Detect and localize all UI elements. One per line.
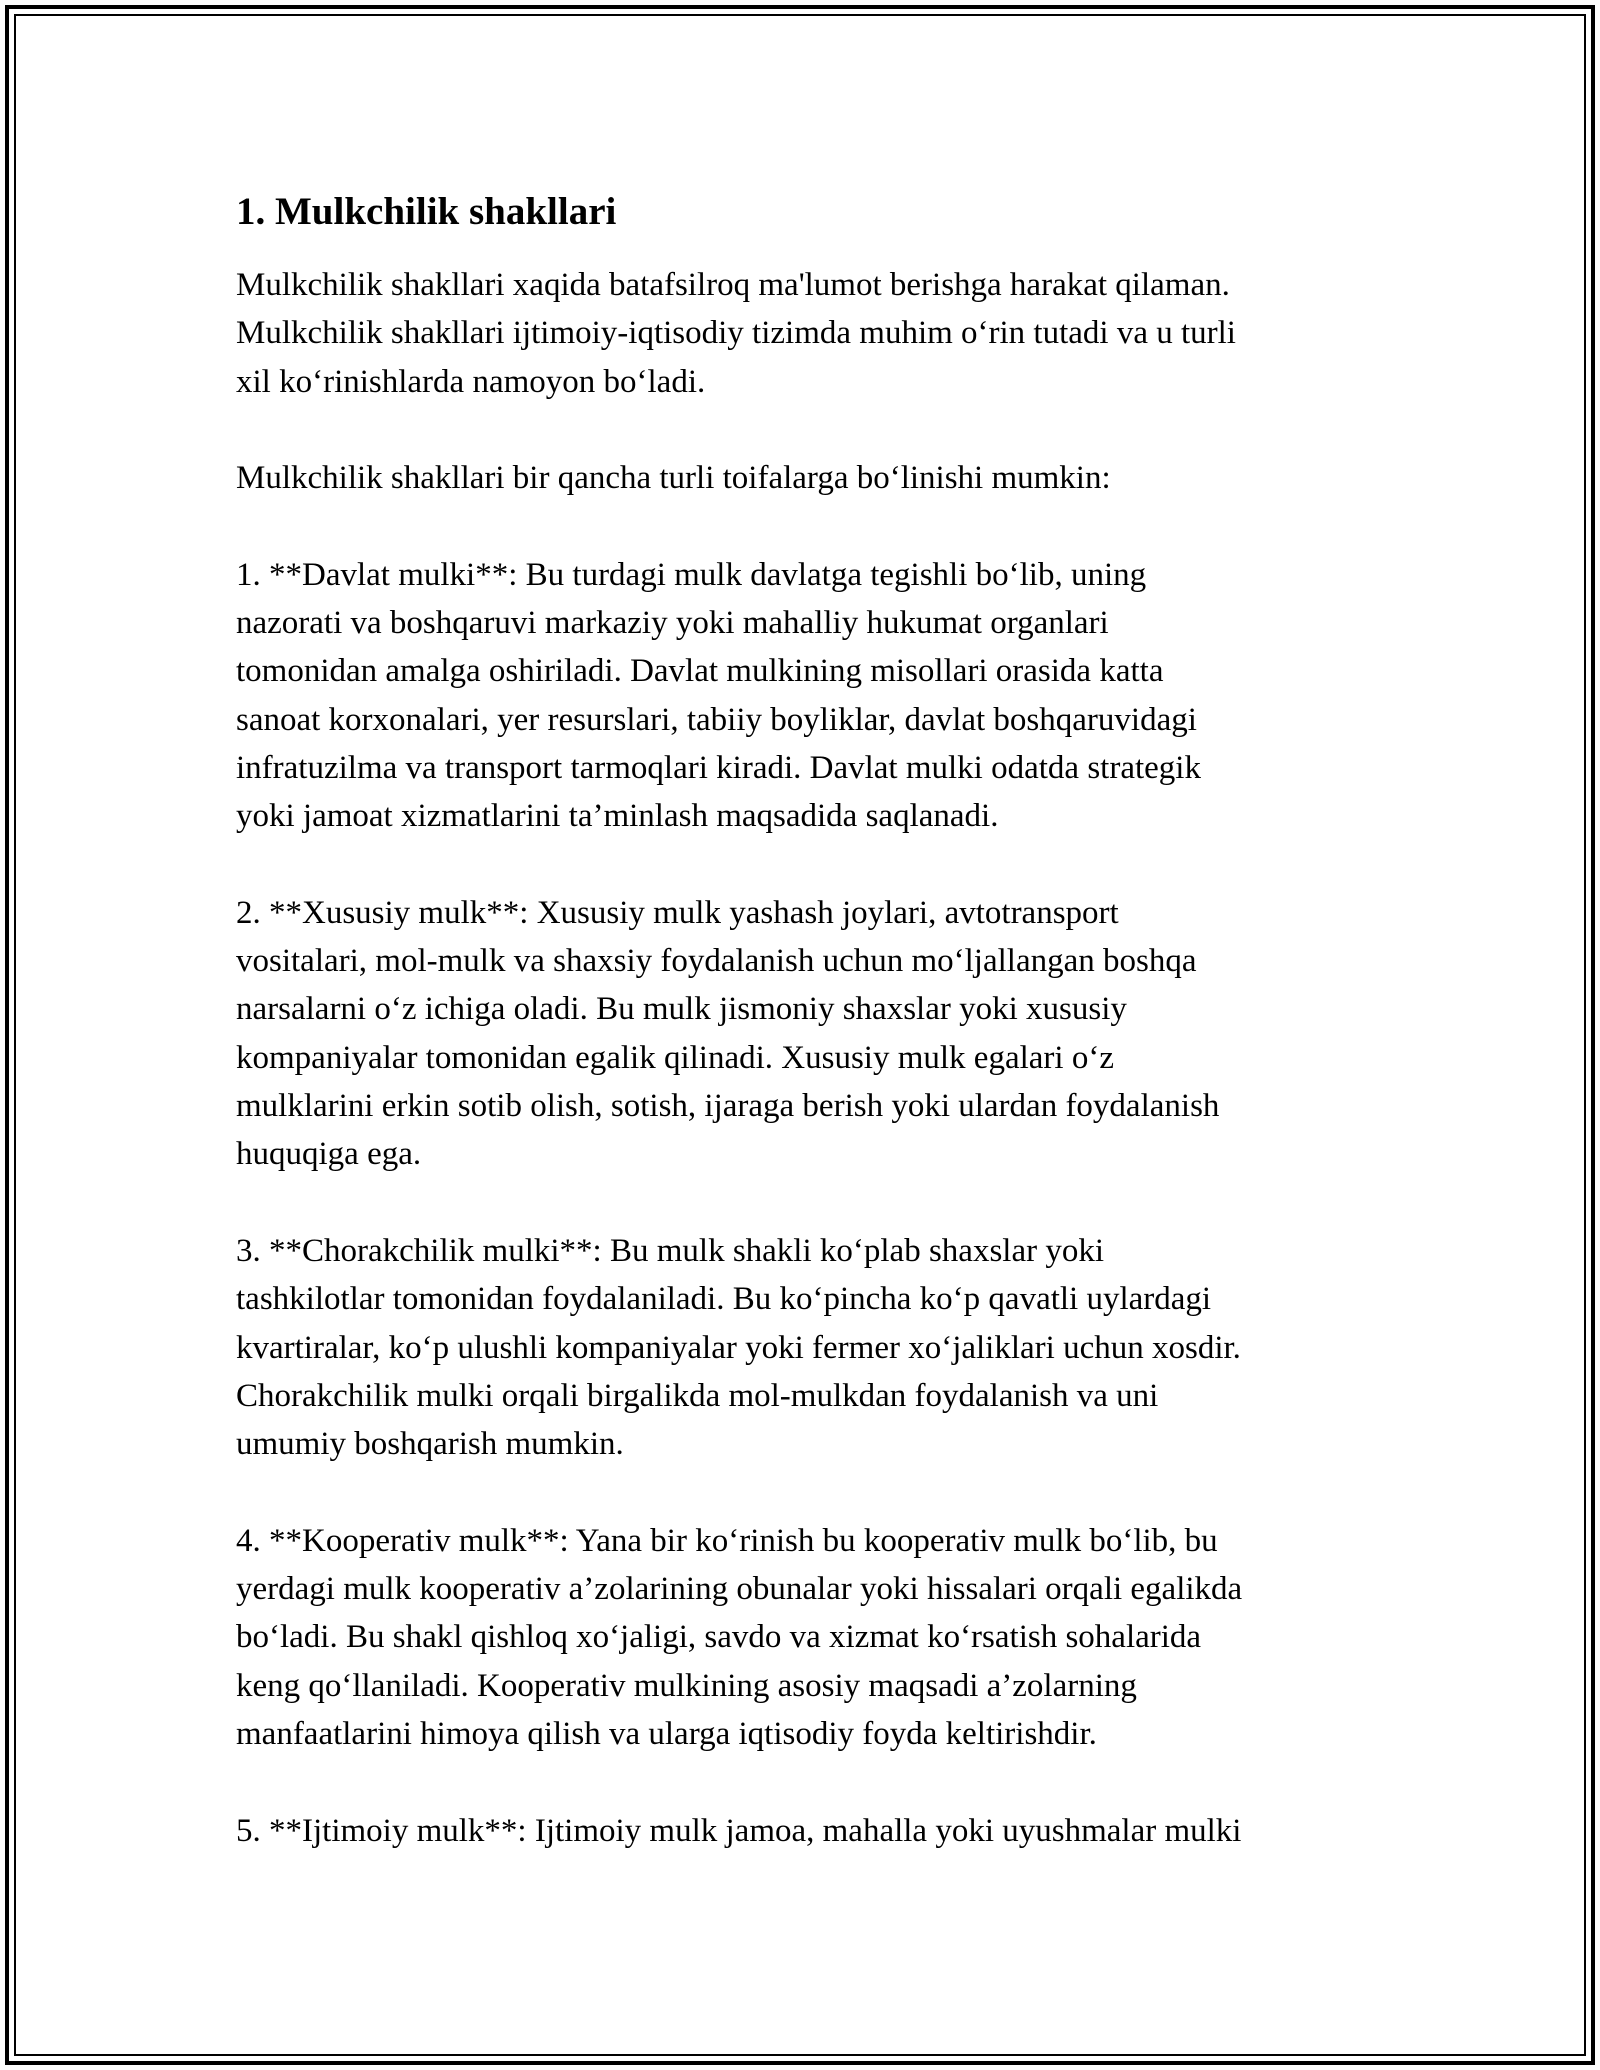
section-heading: 1. Mulkchilik shakllari [236, 190, 617, 233]
document-body [236, 261, 1366, 1855]
list-item-shared-property: 3. **Chorakchilik mulki**: Bu mulk shakli koʻplab shaxslar yoki tashkilotlar tomonidan foydalaniladi. Bu koʻpincha koʻp qavatli uylardagi kvartiralar, koʻp ulushli kompaniyalar yoki fermer xoʻjaliklari uchun xosdir. Chorakchilik mulki orqali birgalikda mol-mulkdan foydalanish va uni umumiy boshqarish mumkin. [236, 1232, 1241, 1463]
categories-intro-paragraph: Mulkchilik shakllari bir qancha turli toifalarga boʻlinishi mumkin: [236, 460, 1111, 497]
list-item-private-property: 2. **Xususiy mulk**: Xususiy mulk yashash joylari, avtotransport vositalari, mol-mulk va shaxsiy foydalanish uchun moʻljallangan boshqa narsalarni oʻz ichiga oladi. Bu mulk jismoniy shaxslar yoki xususiy kompaniyalar tomonidan egalik qilinadi. Xususiy mulk egalari oʻz mulklarini erkin sotib olish, sotish, ijaraga berish yoki ulardan foydalanish huquqiga ega. [236, 894, 1220, 1173]
list-item-state-property: 1. **Davlat mulki**: Bu turdagi mulk davlatga tegishli boʻlib, uning nazorati va boshqaruvi markaziy yoki mahalliy hukumat organlari tomonidan amalga oshiriladi. Davlat mulkining misollari orasida katta sanoat korxonalari, yer resurslari, tabiiy boyliklar, davlat boshqaruvidagi infratuzilma va transport tarmoqlari kiradi. Davlat mulki odatda strategik yoki jamoat xizmatlarini ta’minlash maqsadida saqlanadi. [236, 556, 1201, 835]
list-item-cooperative-property: 4. **Kooperativ mulk**: Yana bir koʻrinish bu kooperativ mulk boʻlib, bu yerdagi mulk kooperativ a’zolarining obunalar yoki hissalari orqali egalikda boʻladi. Bu shakl qishloq xoʻjaligi, savdo va xizmat koʻrsatish sohalarida keng qoʻllaniladi. Kooperativ mulkining asosiy maqsadi a’zolarning manfaatlarini himoya qilish va ularga iqtisodiy foyda keltirishdir. [236, 1522, 1243, 1752]
intro-paragraph: Mulkchilik shakllari xaqida batafsilroq ma'lumot berishga harakat qilaman. Mulkchilik shakllari ijtimoiy-iqtisodiy tizimda muhim oʻrin tutadi va u turli xil koʻrinishlarda namoyon boʻladi. [236, 267, 1236, 400]
document-page [236, 186, 1366, 1855]
list-item-social-property: 5. **Ijtimoiy mulk**: Ijtimoiy mulk jamoa, mahalla yoki uyushmalar mulki [236, 1812, 1242, 1849]
